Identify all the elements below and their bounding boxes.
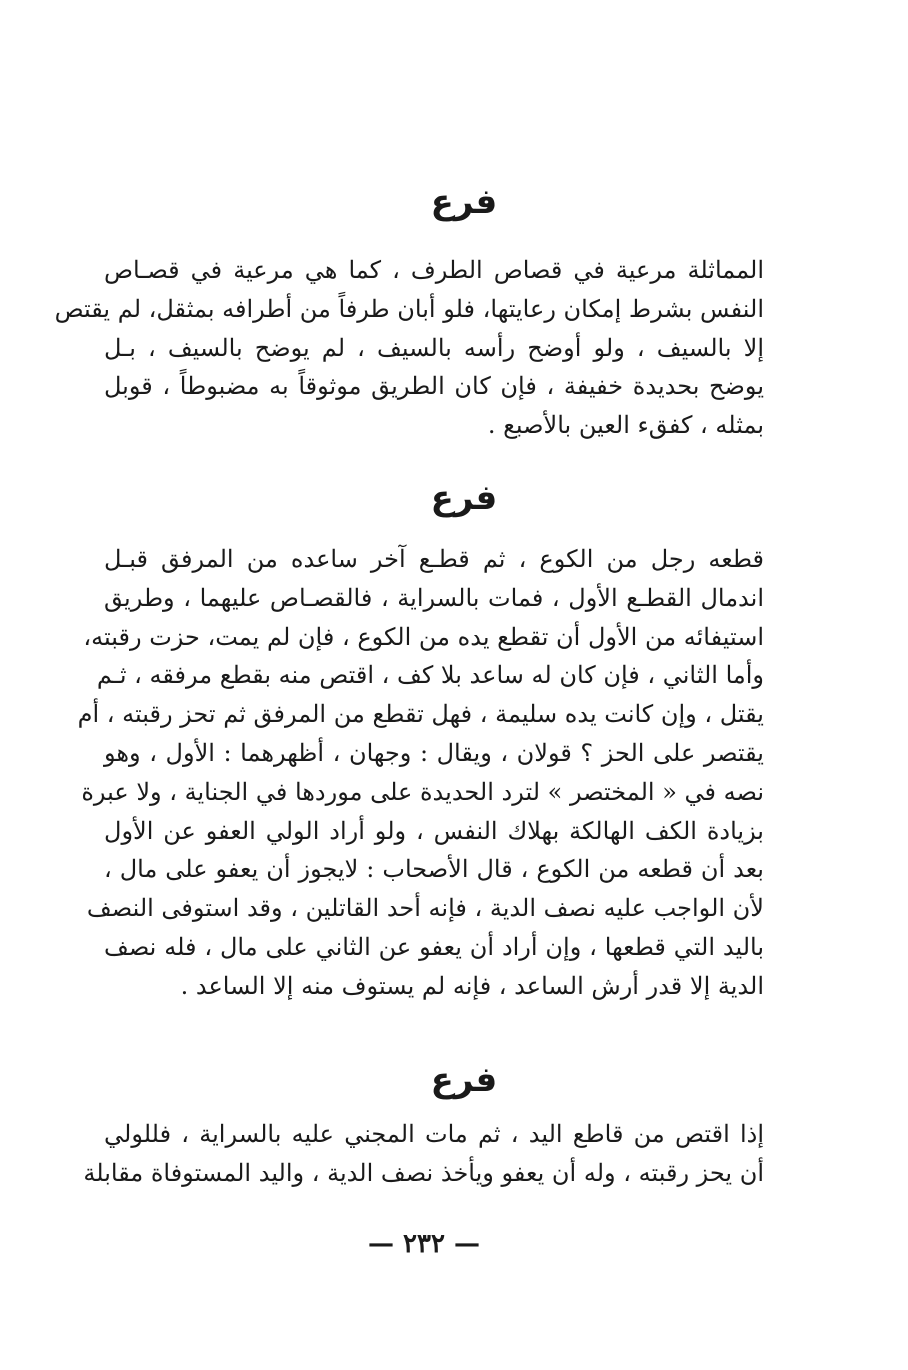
paragraph bbox=[83, 1115, 764, 1193]
text-line: إذا اقتص من قاطع اليد ، ثم مات المجني عليه بالسراية ، فللولي bbox=[104, 1120, 764, 1148]
text-line: بمثله ، كفقء العين بالأصبع . bbox=[487, 411, 764, 440]
section-heading: فرع bbox=[430, 1060, 498, 1100]
text-line: يقتل ، وإن كانت يده سليمة ، فهل تقطع من المرفق ثم تحز رقبته ، أم bbox=[77, 700, 764, 729]
text-line: لأن الواجب عليه نصف الدية ، فإنه أحد القاتلين ، وقد استوفى النصف bbox=[86, 894, 764, 923]
text-line: بزيادة الكف الهالكة بهلاك النفس ، ولو أراد الولي العفو عن الأول bbox=[104, 816, 764, 845]
text-line: نصه في « المختصر » لترد الحديدة على موردها في الجناية ، ولا عبرة bbox=[81, 777, 764, 806]
paragraph bbox=[77, 540, 765, 1006]
text-line: إلا بالسيف ، ولو أوضح رأسه بالسيف ، لم يوضح بالسيف ، بـل bbox=[104, 333, 764, 362]
page-number: — ٢٣٢ — bbox=[367, 1229, 481, 1259]
text-line: بعد أن قطعه من الكوع ، قال الأصحاب : لايجوز أن يعفو على مال ، bbox=[104, 855, 764, 884]
paragraph bbox=[54, 251, 764, 445]
text-line: المماثلة مرعية في قصاص الطرف ، كما هي مرعية في قصـاص bbox=[104, 256, 764, 284]
text-line: باليد التي قطعها ، وإن أراد أن يعفو عن الثاني على مال ، فله نصف bbox=[104, 932, 765, 961]
text-line: النفس بشرط إمكان رعايتها، فلو أبان طرفاً من أطرافه بمثقل، لم يقتص bbox=[54, 294, 764, 323]
text-line: يوضح بحديدة خفيفة ، فإن كان الطريق موثوقاً به مضبوطاً ، قوبل bbox=[104, 372, 764, 401]
text-line: استيفائه من الأول أن تقطع يده من الكوع ، فإن لم يمت، حزت رقبته، bbox=[83, 622, 764, 651]
text-line: اندمال القطـع الأول ، فمات بالسراية ، فالقصـاص عليهما ، وطريق bbox=[104, 583, 764, 612]
text-line: الدية إلا قدر أرش الساعد ، فإنه لم يستوف منه إلا الساعد . bbox=[180, 971, 764, 1000]
text-line: وأما الثاني ، فإن كان له ساعد بلا كف ، اقتص منه بقطع مرفقه ، ثـم bbox=[96, 661, 764, 690]
text-line: يقتصر على الحز ؟ قولان ، ويقال : وجهان ، أظهرهما : الأول ، وهو bbox=[104, 738, 764, 767]
section-heading: فرع bbox=[430, 478, 498, 518]
section-heading: فرع bbox=[430, 182, 498, 222]
text-line: قطعه رجل من الكوع ، ثم قطـع آخر ساعده من المرفق قبـل bbox=[104, 545, 764, 573]
text-line: أن يحز رقبته ، وله أن يعفو ويأخذ نصف الدية ، واليد المستوفاة مقابلة bbox=[83, 1158, 764, 1187]
